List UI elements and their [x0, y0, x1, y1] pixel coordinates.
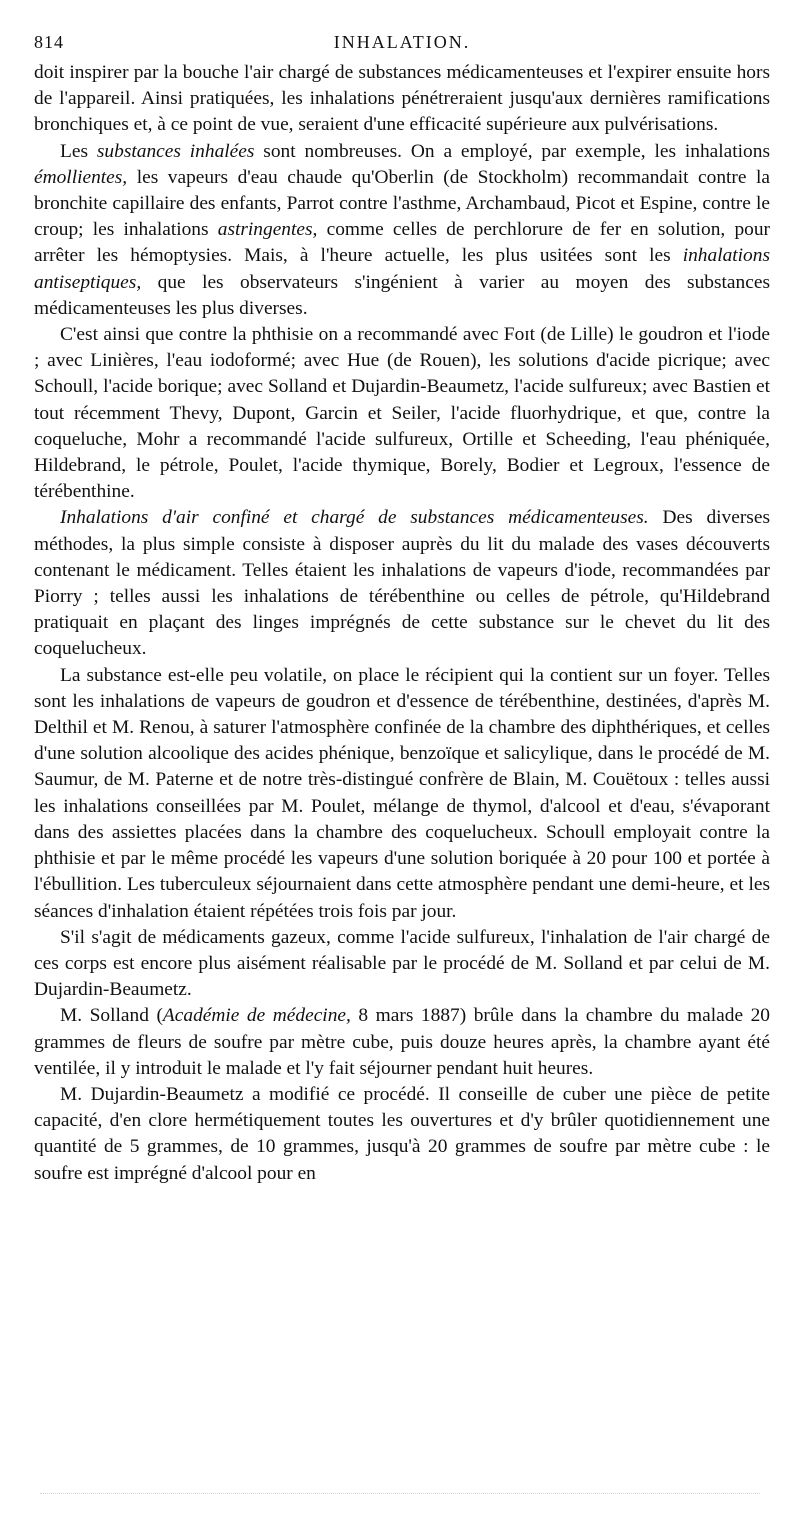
text-segment: La substance est-elle peu volatile, on place le récipient qui la contient sur un foyer. Telles sont les inhalations de vapeurs de goudron et d'essence de térébenthine, destinées, d'après M. Delthil et M. Renou, à saturer l'atmosphère confinée de la chambre des diphthériques, et celles d'une solution alcoolique des acides phénique, benzoïque et salicylique, dans le procédé de M. Saumur, de M. Paterne et de notre très-distingué confrère de Blain, M. Couëtoux : telles aussi les inhalations conseillées par M. Poulet, mélange de thymol, d'alcool et d'eau, s'évaporant dans des assiettes placées dans la chambre des coquelucheux. Schoull employait contre la phthisie et par le même procédé les vapeurs d'une solution boriquée à 20 pour 100 et portée à l'ébullition. Les tuberculeux séjournaient dans cette atmosphère pendant une demi-heure, et les séances d'inhalation étaient répétées trois fois par jour.	[34, 664, 770, 922]
text-segment: comme celles de perchlorure de fer en solution, pour arrêter les hémoptysies. Mais, à l'heure actuelle, les plus usitées sont les	[34, 219, 770, 267]
book-page	[34, 28, 770, 1187]
text-segment: Des diverses méthodes, la plus simple consiste à disposer auprès du lit du malade des vases découverts contenant le médicament. Telles étaient les inhalations de vapeurs d'iode, recommandées par Piorry ; telles aussi les inhalations de térébenthine ou celles de pétrole, qu'Hildebrand pratiquait en plaçant des linges imprégnés de cette substance sur le chevet du lit des coquelucheux.	[34, 507, 770, 660]
paragraph	[34, 505, 770, 662]
paragraph	[34, 322, 770, 505]
text-segment: doit inspirer par la bouche l'air chargé de substances médicamenteuses et l'expirer ensuite hors de l'appareil. Ainsi pratiquées, les inhalations pénétreraient jusqu'aux dernières ramifications bronchiques et, à ce point de vue, seraient d'une efficacité supérieure aux pulvérisations.	[34, 62, 770, 136]
bottom-scan-noise	[40, 1493, 760, 1498]
paragraph	[34, 663, 770, 925]
text-segment: 8 mars 1887) brûle dans la chambre du malade 20 grammes de fleurs de soufre par mètre cube, puis douze heures après, la chambre ayant été ventilée, il y introduit le malade et l'y fait séjourner pendant huit heures.	[34, 1005, 770, 1079]
text-segment: M. Dujardin-Beaumetz a modifié ce procédé. Il conseille de cuber une pièce de petite capacité, d'en clore hermétiquement toutes les ouvertures et d'y brûler quotidiennement une quantité de 5 grammes, de 10 grammes, jusqu'à 20 grammes de soufre par mètre cube : le soufre est imprégné d'alcool pour en	[34, 1083, 770, 1184]
paragraph	[34, 60, 770, 139]
body-text	[34, 60, 770, 1187]
italic-text-segment: émollientes,	[34, 166, 128, 188]
paragraph	[34, 925, 770, 1004]
page-number: 814	[34, 32, 64, 52]
italic-text-segment: inhalations antiseptiques,	[34, 245, 770, 293]
italic-text-segment: Académie de médecine,	[162, 1005, 351, 1027]
text-segment: que les observateurs s'ingénient à varier au moyen des substances médicamenteuses les plus diverses.	[34, 271, 770, 319]
running-title: INHALATION.	[333, 32, 471, 52]
paragraph	[34, 1082, 770, 1187]
italic-text-segment: Inhalations d'air confiné et chargé de substances médicamenteuses.	[60, 507, 649, 529]
paragraph	[34, 139, 770, 322]
text-segment: sont nombreuses. On a employé, par exemple, les inhalations	[254, 140, 770, 162]
running-header	[34, 28, 770, 60]
text-segment: C'est ainsi que contre la phthisie on a recommandé avec Foɪt (de Lille) le goudron et l'iode ; avec Linières, l'eau iodoformé; avec Hue (de Rouen), les solutions d'acide picrique; avec Schoull, l'acide borique; avec Solland et Dujardin-Beaumetz, l'acide sulfureux; avec Bastien et tout récemment Thevy, Dupont, Garcin et Seiler, l'acide fluorhydrique, et que, contre la coqueluche, Mohr a recommandé l'acide sulfureux, Ortille et Scheeding, l'eau phéniquée, Hildebrand, le pétrole, Poulet, l'acide thymique, Borely, Bodier et Legroux, l'essence de térébenthine.	[34, 324, 770, 503]
italic-text-segment: substances inhalées	[96, 140, 255, 162]
text-segment: S'il s'agit de médicaments gazeux, comme l'acide sulfureux, l'inhalation de l'air chargé de ces corps est encore plus aisément réalisable par le procédé de M. Solland et par celui de M. Dujardin-Beaumetz.	[34, 926, 770, 1001]
text-segment: Les	[60, 140, 97, 162]
text-segment: M. Solland (	[60, 1005, 163, 1027]
italic-text-segment: astringentes,	[217, 219, 318, 241]
text-segment: les vapeurs d'eau chaude qu'Oberlin (de Stockholm) recommandait contre la bronchite capillaire des enfants, Parrot contre l'asthme, Archambaud, Picot et Espine, contre le croup; les inhalations	[34, 166, 770, 241]
paragraph	[34, 1003, 770, 1082]
